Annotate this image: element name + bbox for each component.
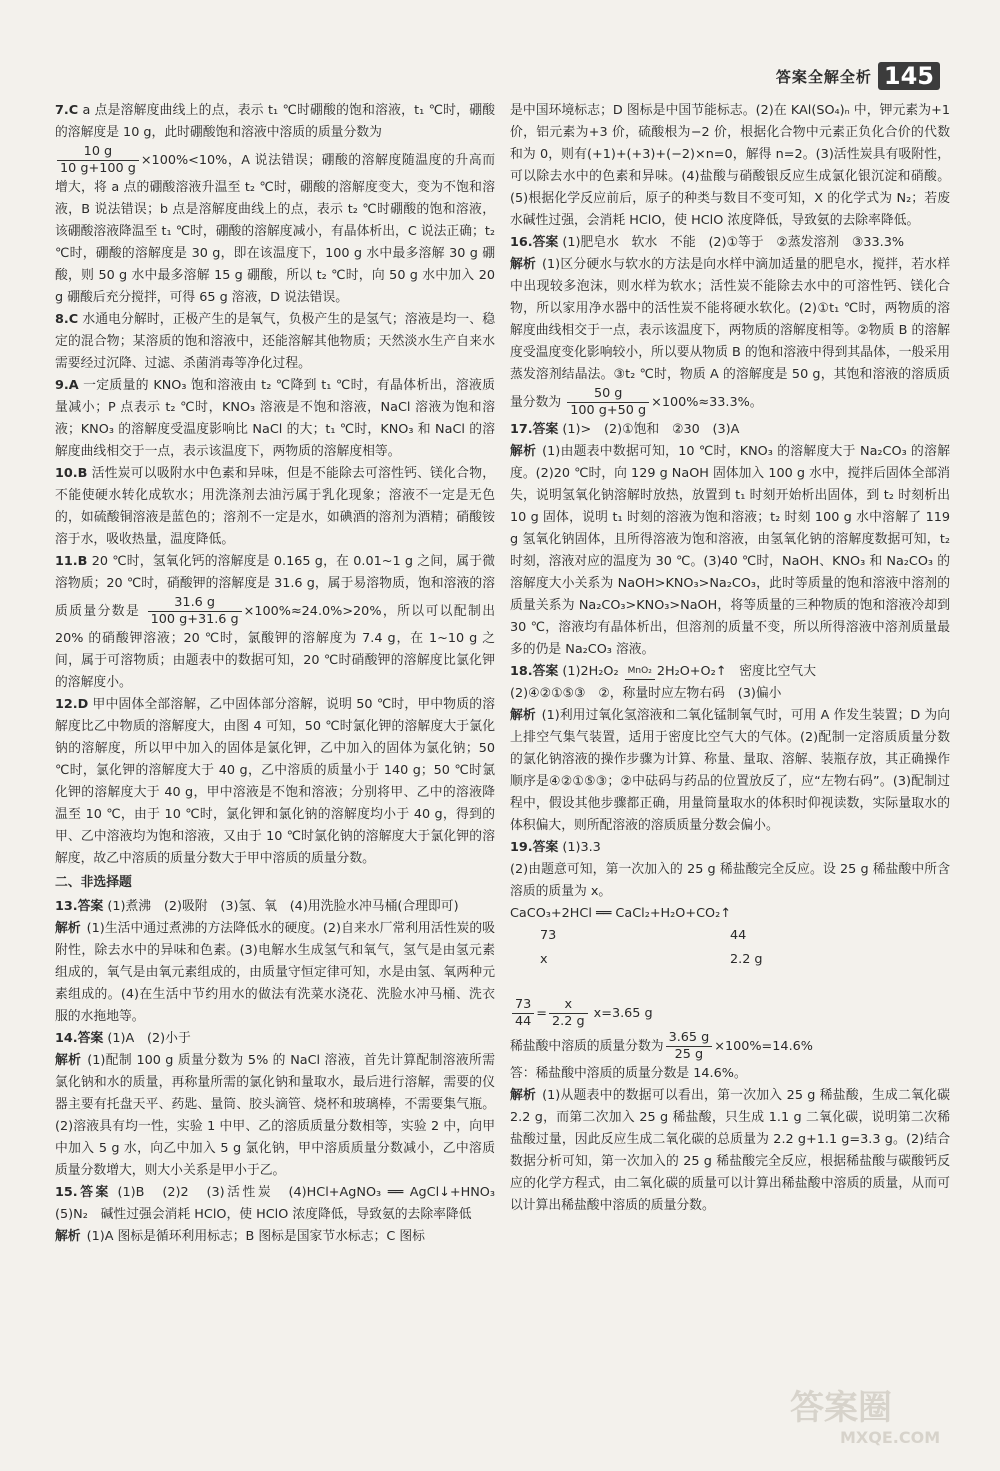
question-11: [55, 551, 495, 694]
denominator: 25 g: [674, 1047, 704, 1062]
fraction: [666, 1030, 713, 1063]
question-7: [55, 100, 495, 309]
analysis-label: 解析: [510, 257, 536, 272]
question-number: 19.答案: [510, 840, 559, 855]
answer-text: 稀盐酸中溶质的质量分数为: [510, 1039, 664, 1054]
watermark-site: MXQE.COM: [840, 1428, 941, 1447]
question-17: [510, 419, 950, 661]
result: x=3.65 g: [593, 1006, 653, 1021]
question-number: 10.B: [55, 466, 88, 481]
numerator: 3.65 g: [666, 1030, 713, 1047]
unknown-x: x: [540, 952, 548, 967]
watermark-logo: [780, 1379, 980, 1449]
question-12: [55, 694, 495, 870]
answer-text: ×100%≈24.0%>20%，所以可以配制出 20% 的硝酸钾溶液；20 ℃时，氯酸钾的溶解度为 7.4 g，在 1~10 g 之间，属于可溶物质；由题表中的数据可知，20 ℃时硝酸钾的溶解度比氯化钾的溶解度小。: [55, 604, 495, 690]
question-number: 13.答案: [55, 899, 104, 914]
co2-mass: 2.2 g: [730, 952, 763, 967]
denominator: 100 g+50 g: [570, 403, 647, 418]
question-16: [510, 232, 950, 419]
analysis-label: 解析: [55, 1229, 81, 1244]
answer-text: 甲中固体全部溶解，乙中固体部分溶解，说明 50 ℃时，甲中物质的溶解度比乙中物质的溶解度大，由图 4 可知，50 ℃时氯化钾的溶解度大于氯化钠的溶解度，所以甲中加入的固体是氯化钾，乙中加入的固体为氯化钠；50 ℃时，氯化钾的溶解度大于 40 g，乙中溶质的质量小于 140 g；50 ℃时氯化钾的溶解度大于 40 g，甲中溶液是不饱和溶液；分别将甲、乙中的溶液降温至 10 ℃，由于 10 ℃时，氯化钾和氯化钠的溶解度均小于 40 g，得到的甲、乙中溶液均为饱和溶液，又由于 10 ℃时氯化钠的溶解度大于氯化钾的溶解度，故乙中溶质的质量分数大于甲中溶质的质量分数。: [55, 697, 495, 866]
analysis-text: (1)A 图标是循环利用标志；B 图标是国家节水标志；C 图标: [86, 1229, 425, 1244]
analysis-label: 解析: [510, 708, 536, 723]
analysis-text: (1)配制 100 g 质量分数为 5% 的 NaCl 溶液，首先计算配制溶液所需氯化钠和水的质量，再称量所需的氯化钠和量取水，最后进行溶解，需要的仪器主要有托盘天平、药匙、量筒、胶头滴管、烧杯和玻璃棒，不需要集气瓶。(2)溶液具有均一性，实验 1 中甲、乙的溶质质量分数相等，实验 2 中，向甲中加入 5 g 水，向乙中加入 5 g 氯化钠，甲中溶质质量分数减小，乙中溶质质量分数增大，则大小关系是甲小于乙。: [55, 1053, 495, 1178]
question-number: 12.D: [55, 697, 89, 712]
numerator: 73: [512, 997, 534, 1014]
denominator: 10 g+100 g: [60, 161, 136, 176]
question-10: [55, 463, 495, 551]
denominator: 2.2 g: [552, 1014, 585, 1029]
answer-text: a 点是溶解度曲线上的点，表示 t₁ ℃时硼酸的饱和溶液，t₁ ℃时，硼酸的溶解度是 10 g，此时硼酸饱和溶液中溶质的质量分数为: [55, 103, 495, 140]
fraction: [148, 595, 242, 628]
analysis-text: (1)由题表中数据可知，10 ℃时，KNO₃ 的溶解度大于 Na₂CO₃ 的溶解度。(2)20 ℃时，向 129 g NaOH 固体加入 100 g 水中，搅拌后固体全部消失，说明氢氧化钠溶解时放热，放置到 t₁ 时刻开始析出固体，到 t₂ 时刻析出 10 g 固体，说明 t₁ 时刻的溶液为饱和溶液；t₂ 时刻 100 g 水中溶解了 119 g 氢氧化钠固体，且所得溶液为饱和溶液，由氢氧化钠的溶解度数据可知，t₂ 时刻，溶液对应的温度为 30 ℃。(3)40 ℃时，NaOH、KNO₃ 和 Na₂CO₃ 的溶解度大小关系为 NaOH>KNO₃>Na₂CO₃，此时等质量的饱和溶液中溶剂的质量关系为 Na₂CO₃>KNO₃>NaOH，将等质量的三种物质的饱和溶液冷却到 30 ℃，溶液均有晶体析出，但溶剂的质量不变，所以所得溶液中溶剂质量最多的仍是 Na₂CO₃ 溶液。: [510, 444, 950, 657]
analysis-text: ×100%≈33.3%。: [651, 395, 763, 410]
question-number: 14.答案: [55, 1031, 104, 1046]
answer-text: (1)煮沸 (2)吸附 (3)氢、氧 (4)用洗脸水冲马桶(合理即可): [107, 899, 459, 914]
analysis-text: (1)生活中通过煮沸的方法降低水的硬度。(2)自来水厂常利用活性炭的吸附性，除去水中的异味和色素。(3)电解水生成氢气和氧气，氢气是由氢元素组成的，氧气是由氧元素组成的，由质量守恒定律可知，水是由氢、氧两种元素组成的。(4)在生活中节约用水的做法有洗菜水浇花、洗脸水冲马桶、洗衣服的水拖地等。: [55, 921, 496, 1024]
molar-mass-hcl: 73: [540, 928, 557, 943]
answer-text: (1)B (2)2 (3)活性炭 (4)HCl+AgNO₃ ══ AgCl↓+HNO₃ (5)N₂ 碱性过强会消耗 HClO，使 HClO 浓度降低，导致氨的去除率降低: [55, 1185, 508, 1222]
numerator: 31.6 g: [148, 595, 242, 612]
percentage-line: [510, 1030, 950, 1063]
answer-text: (1)> (2)①饱和 ②30 (3)A: [562, 422, 740, 437]
question-18: [510, 661, 950, 837]
question-number: 11.B: [55, 554, 88, 569]
answer-text: 20 ℃时，氢氧化钙的溶解度是 0.165 g，在 0.01~1 g 之间，属于微溶物质；20 ℃时，硝酸钾的溶解度是 31.6 g，属于易溶物质，饱和溶液的溶质质量分数是: [55, 554, 495, 619]
question-number: 16.答案: [510, 235, 559, 250]
answer-text: (2)④②①⑤③ ②，称量时应左物右码 (3)偏小: [510, 686, 782, 701]
answer-text: 水通电分解时，正极产生的是氧气，负极产生的是氢气；溶液是均一、稳定的混合物；某溶质的饱和溶液中，还能溶解其他物质；天然淡水生产自来水需要经过沉降、过滤、杀菌消毒等净化过程。: [55, 312, 495, 371]
fraction: [512, 997, 534, 1030]
answer-text: 一定质量的 KNO₃ 饱和溶液由 t₂ ℃降到 t₁ ℃时，有晶体析出，溶液质量减小；P 点表示 t₂ ℃时，KNO₃ 溶液是不饱和溶液，NaCl 溶液为饱和溶液；KNO₃ 的溶解度受温度影响比 NaCl 的大；t₁ ℃时，KNO₃ 和 NaCl 的溶解度曲线相交于一点，表示该温度下，两物质的溶解度相等。: [55, 378, 495, 459]
page-number: 145: [878, 62, 940, 90]
numerator: 10 g: [57, 144, 139, 161]
analysis-text: (1)从题表中的数据可以看出，第一次加入 25 g 稀盐酸，生成二氧化碳 2.2 g，而第二次加入 25 g 稀盐酸，只生成 1.1 g 二氧化碳，说明第二次稀盐酸过量，因此反应生成二氧化碳的总质量为 2.2 g+1.1 g=3.3 g。(2)结合数据分析可知，第一次加入的 25 g 稀盐酸完全反应，根据稀盐酸与碳酸钙反应的化学方程式，由二氧化碳的质量可以计算出稀盐酸中溶质的质量，从而可以计算出稀盐酸中溶质的质量分数。: [510, 1088, 951, 1213]
fraction: [567, 386, 649, 419]
fraction: [57, 144, 139, 177]
analysis-label: 解析: [510, 444, 537, 459]
denominator: 100 g+31.6 g: [150, 612, 239, 627]
left-column: [55, 100, 508, 1248]
analysis-text: (1)区分硬水与软水的方法是向水样中滴加适量的肥皂水，搅拌，若水样中出现较多泡沫，则水样为软水；活性炭不能除去水中的可溶性钙、镁化合物，所以家用净水器中的活性炭不能将硬水软化。(2)①t₁ ℃时，两物质的溶解度曲线相交于一点，表示该温度下，两物质的溶解度相等。②物质 B 的溶解度受温度变化影响较小，所以要从物质 B 的饱和溶液中得到其晶体，一般采用蒸发溶剂结晶法。③t₂ ℃时，物质 A 的溶解度是 50 g，其饱和溶液的溶质质量分数为: [510, 257, 950, 410]
answer-text: (2)由题意可知，第一次加入的 25 g 稀盐酸完全反应。设 25 g 稀盐酸中所含溶质的质量为 x。: [510, 862, 950, 899]
catalyst: MnO₂: [625, 663, 655, 680]
answer-text: ×100%<10%，A 说法错误；硼酸的溶解度随温度的升高而增大，将 a 点的硼酸溶液升温至 t₂ ℃时，硼酸的溶解度变大，变为不饱和溶液，B 说法错误；b 点是溶解度曲线上的点，表示 t₂ ℃时硼酸的饱和溶液，该硼酸溶液降温至 t₁ ℃时，硼酸的溶解度减小，有晶体析出，C 说法正确；t₂ ℃时，硼酸的溶解度是 30 g，即在该温度下，100 g 水中最多溶解 30 g 硼酸，则 50 g 水中最多溶解 15 g 硼酸，所以 t₂ ℃时，向 50 g 水中加入 20 g 硼酸后充分搅拌，可得 65 g 溶液，D 说法错误。: [55, 153, 495, 305]
stoichiometry-table: [510, 925, 950, 997]
numerator: x: [549, 997, 588, 1014]
analysis-label: 解析: [55, 921, 81, 936]
question-8: [55, 309, 495, 375]
equation-product: 2H₂O+O₂↑ 密度比空气大: [656, 664, 817, 679]
analysis-label: 解析: [55, 1053, 82, 1068]
question-14: [55, 1028, 495, 1182]
right-column: [510, 100, 950, 1217]
denominator: 44: [515, 1014, 532, 1029]
question-19: [510, 837, 950, 925]
numerator: 50 g: [567, 386, 649, 403]
proportion-line: $\frac{73}{44}$ = $\frac{x}{2.2 g}$ x=3.65 g: [510, 997, 950, 1030]
question-number: 17.答案: [510, 422, 559, 437]
question-19-analysis: [510, 1085, 950, 1217]
header-title: 答案全解全析: [775, 67, 872, 86]
answer-text: 活性炭可以吸附水中色素和异味，但是不能除去可溶性钙、镁化合物，不能使硬水转化成软水；用洗涤剂去油污属于乳化现象；溶液不一定是无色的，如硫酸铜溶液是蓝色的；溶剂不一定是水，如碘酒的溶剂为酒精；硝酸铵溶于水，吸收热量，温度降低。: [55, 466, 495, 547]
question-number: 7.C: [55, 103, 79, 118]
question-9: [55, 375, 495, 463]
chemical-equation: CaCO₃+2HCl ══ CaCl₂+H₂O+CO₂↑: [510, 906, 731, 921]
answer-text: (1)A (2)小于: [107, 1031, 191, 1046]
question-15-continued: 是中国环境标志；D 图标是中国节能标志。(2)在 KAl(SO₄)ₙ 中，钾元素为+1 价，铝元素为+3 价，硫酸根为−2 价，根据化合物中元素正负化合价的代数和为 0，则有(+1)+(+3)+(−2)×n=0，解得 n=2。(3)活性炭具有吸附性，可以除去水中的色素和异味。(4)盐酸与硝酸银反应生成氯化银沉淀和硝酸。(5)根据化学反应前后，原子的种类与数目不变可知，X 的化学式为 N₂；若废水碱性过强，会消耗 HClO，使 HClO 浓度降低，导致氨的去除率降低。: [510, 103, 950, 228]
answer-text: ×100%=14.6%: [714, 1039, 813, 1054]
reaction-arrow: [625, 663, 655, 680]
question-15: [55, 1182, 508, 1248]
page-header: [776, 62, 940, 90]
final-answer: 答：稀盐酸中溶质的质量分数是 14.6%。: [510, 1066, 747, 1081]
analysis-label: 解析: [510, 1088, 537, 1103]
section-heading: 二、非选择题: [55, 875, 132, 890]
watermark-text: 答案圈: [790, 1388, 892, 1428]
analysis-text: (1)利用过氧化氢溶液和二氧化锰制氧气时，可用 A 作发生装置；D 为向上排空气集气装置，适用于密度比空气大的气体。(2)配制一定溶质质量分数的氯化钠溶液的操作步骤为计算、称量、量取、溶解、装瓶存放，其正确操作顺序是④②①⑤③；②中砝码与药品的位置放反了，应“左物右码”。(3)配制过程中，假设其他步骤都正确，用量筒量取水的体积时仰视读数，实际量取水的体积偏大，则所配溶液的溶质质量分数会偏小。: [510, 708, 950, 833]
equation-reactant: (1)2H₂O₂: [562, 664, 619, 679]
question-number: 18.答案: [510, 664, 559, 679]
fraction: [549, 997, 588, 1030]
answer-text: (1)3.3: [562, 840, 601, 855]
question-number: 9.A: [55, 378, 79, 393]
answer-text: (1)肥皂水 软水 不能 (2)①等于 ②蒸发溶剂 ③33.3%: [562, 235, 905, 250]
question-13: [55, 896, 495, 1028]
question-number: 8.C: [55, 312, 79, 327]
question-number: 15.答案: [55, 1185, 111, 1200]
molar-mass-co2: 44: [730, 928, 747, 943]
